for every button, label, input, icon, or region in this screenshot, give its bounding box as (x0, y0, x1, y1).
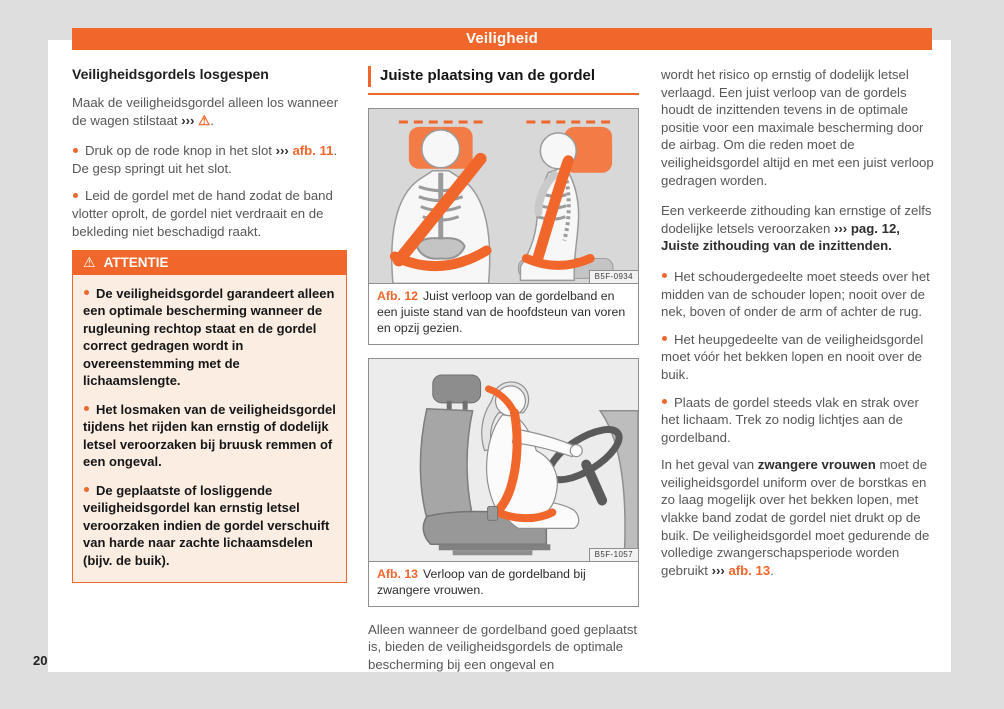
chapter-header (72, 28, 932, 50)
manual-sheet (48, 30, 951, 672)
figure-reference: afb. 13 (728, 562, 771, 578)
bullet-item (72, 142, 347, 177)
figure-12-code: B5F-0934 (589, 270, 638, 283)
column-left (72, 66, 347, 583)
bullet-text: . De gesp springt uit het slot. (72, 143, 338, 176)
bullet-text: Druk op de rode knop in het slot (85, 143, 276, 159)
cross-ref-arrows: ››› (711, 562, 729, 578)
figure-12-caption-text: Juist verloop van de gordelband en een juiste stand van de hoofdsteun van voren en opzij gezien. (377, 289, 626, 335)
attention-item (83, 401, 336, 471)
right-paragraph-3 (661, 456, 934, 579)
figure-12-caption (369, 284, 638, 343)
right-paragraph-2 (661, 202, 934, 255)
bullet-icon (662, 399, 667, 404)
intro-paragraph (72, 94, 347, 129)
paragraph-text: Een verkeerde zithouding kan ernstige of zelfs dodelijke letsels veroorzaken (661, 203, 932, 236)
paragraph-text: moet de veiligheidsgordel uniform over de borstkas en zo laag mogelijk over het bekken lopen, met vlakke band zodat de gordel niet drukt op de buik. De veiligheidsgordel moet gedurende de volledige zwangerschapsperiode worden gebruikt (661, 457, 930, 578)
bullet-icon (662, 273, 667, 278)
figure-13-caption (369, 562, 638, 606)
warning-triangle-icon: ⚠ (198, 112, 211, 128)
intro-text: Maak de veiligheidsgordel alleen los wanneer de wagen stilstaat (72, 95, 339, 128)
bullet-text: Het heupgedeelte van de veiligheidsgordel moet vóór het bekken lopen en nooit over de buik. (661, 331, 924, 382)
attention-box (72, 250, 347, 583)
right-paragraph-1: wordt het risico op ernstig of dodelijk letsel verlaagd. Een juist verloop van de gordels houdt de inzittenden tevens in de optimale positie voor een maximale bescherming door de airbag. Om die reden moet de veiligheidsgordel altijd en met een juist verloop gedragen worden. (661, 67, 934, 188)
bullet-icon (73, 148, 78, 153)
attention-title: ATTENTIE (103, 255, 169, 271)
attention-text: De geplaatste of losliggende veiligheidsgordel kan ernstig letsel veroorzaken indien de gordel verschuift van harde naar zachte lichaamsdelen (bijv. de buik). (83, 482, 330, 568)
cross-ref-arrows: ››› (275, 143, 293, 159)
figure-12-illustration (369, 109, 638, 283)
cross-ref-arrows: ››› (181, 112, 199, 128)
figure-12-image (369, 109, 638, 284)
figure-12-label: Afb. 12 (377, 289, 418, 304)
figure-13-code: B5F-1057 (589, 548, 638, 561)
bullet-item (72, 187, 347, 240)
attention-header (73, 251, 346, 275)
bullet-text: Leid de gordel met de hand zodat de band vlotter oprolt, de gordel niet verdraait en de bekleding niet beschadigd raakt. (72, 188, 333, 239)
attention-body (73, 275, 346, 583)
paragraph-period: . (770, 562, 774, 578)
attention-item (83, 285, 336, 390)
bullet-item (661, 394, 934, 447)
figure-reference: afb. 11 (292, 143, 334, 159)
figure-13-illustration (369, 359, 638, 561)
figure-13-image (369, 359, 638, 562)
intro-period: . (210, 112, 214, 128)
section-heading-losgespen: Veiligheidsgordels losgespen (72, 66, 269, 82)
bullet-text: Het schoudergedeelte moet steeds over het midden van de schouder lopen; nooit over de nek, boven of onder de arm of achter de rug. (661, 268, 930, 320)
paragraph-period: . (888, 238, 892, 254)
attention-item (83, 482, 336, 570)
bullet-icon (662, 336, 667, 341)
paragraph-text: In het geval van (661, 457, 758, 473)
bullet-icon (73, 193, 78, 198)
figure-13-caption-text: Verloop van de gordelband bij zwangere vrouwen. (377, 566, 586, 597)
bold-phrase: zwangere vrouwen (757, 457, 876, 473)
figure-13 (368, 358, 639, 607)
bullet-icon (84, 487, 89, 492)
page-reference: ››› pag. 12, Juiste zithouding van de inzittenden (661, 220, 900, 254)
warning-triangle-icon: ⚠ (83, 254, 96, 271)
middle-paragraph: Alleen wanneer de gordelband goed geplaatst is, bieden de veiligheidsgordels de optimale bescherming bij een ongeval en (368, 621, 638, 672)
section-heading-plaatsing: Juiste plaatsing van de gordel (368, 66, 639, 87)
column-right (661, 66, 934, 592)
figure-13-label: Afb. 13 (377, 566, 418, 581)
bullet-item (661, 331, 934, 384)
attention-text: De veiligheidsgordel garandeert alleen een optimale bescherming wanneer de rugleuning rechtop staat en de gordel correct gedragen wordt in overeenstemming met de lichaamslengte. (83, 285, 335, 389)
section-rule (368, 93, 639, 95)
column-middle (368, 66, 639, 686)
page-number: 20 (33, 653, 48, 668)
bullet-icon (84, 406, 89, 411)
figure-12 (368, 108, 639, 345)
attention-text: Het losmaken van de veiligheidsgordel tijdens het rijden kan ernstig of dodelijk letsel veroorzaken bij bruusk remmen of een ongeval. (83, 401, 336, 470)
bullet-text: Plaats de gordel steeds vlak en strak over het lichaam. Trek zo nodig lichtjes aan de gordelband. (661, 394, 919, 445)
bullet-item (661, 268, 934, 321)
bullet-icon (84, 290, 89, 295)
chapter-title: Veiligheid (465, 30, 539, 47)
